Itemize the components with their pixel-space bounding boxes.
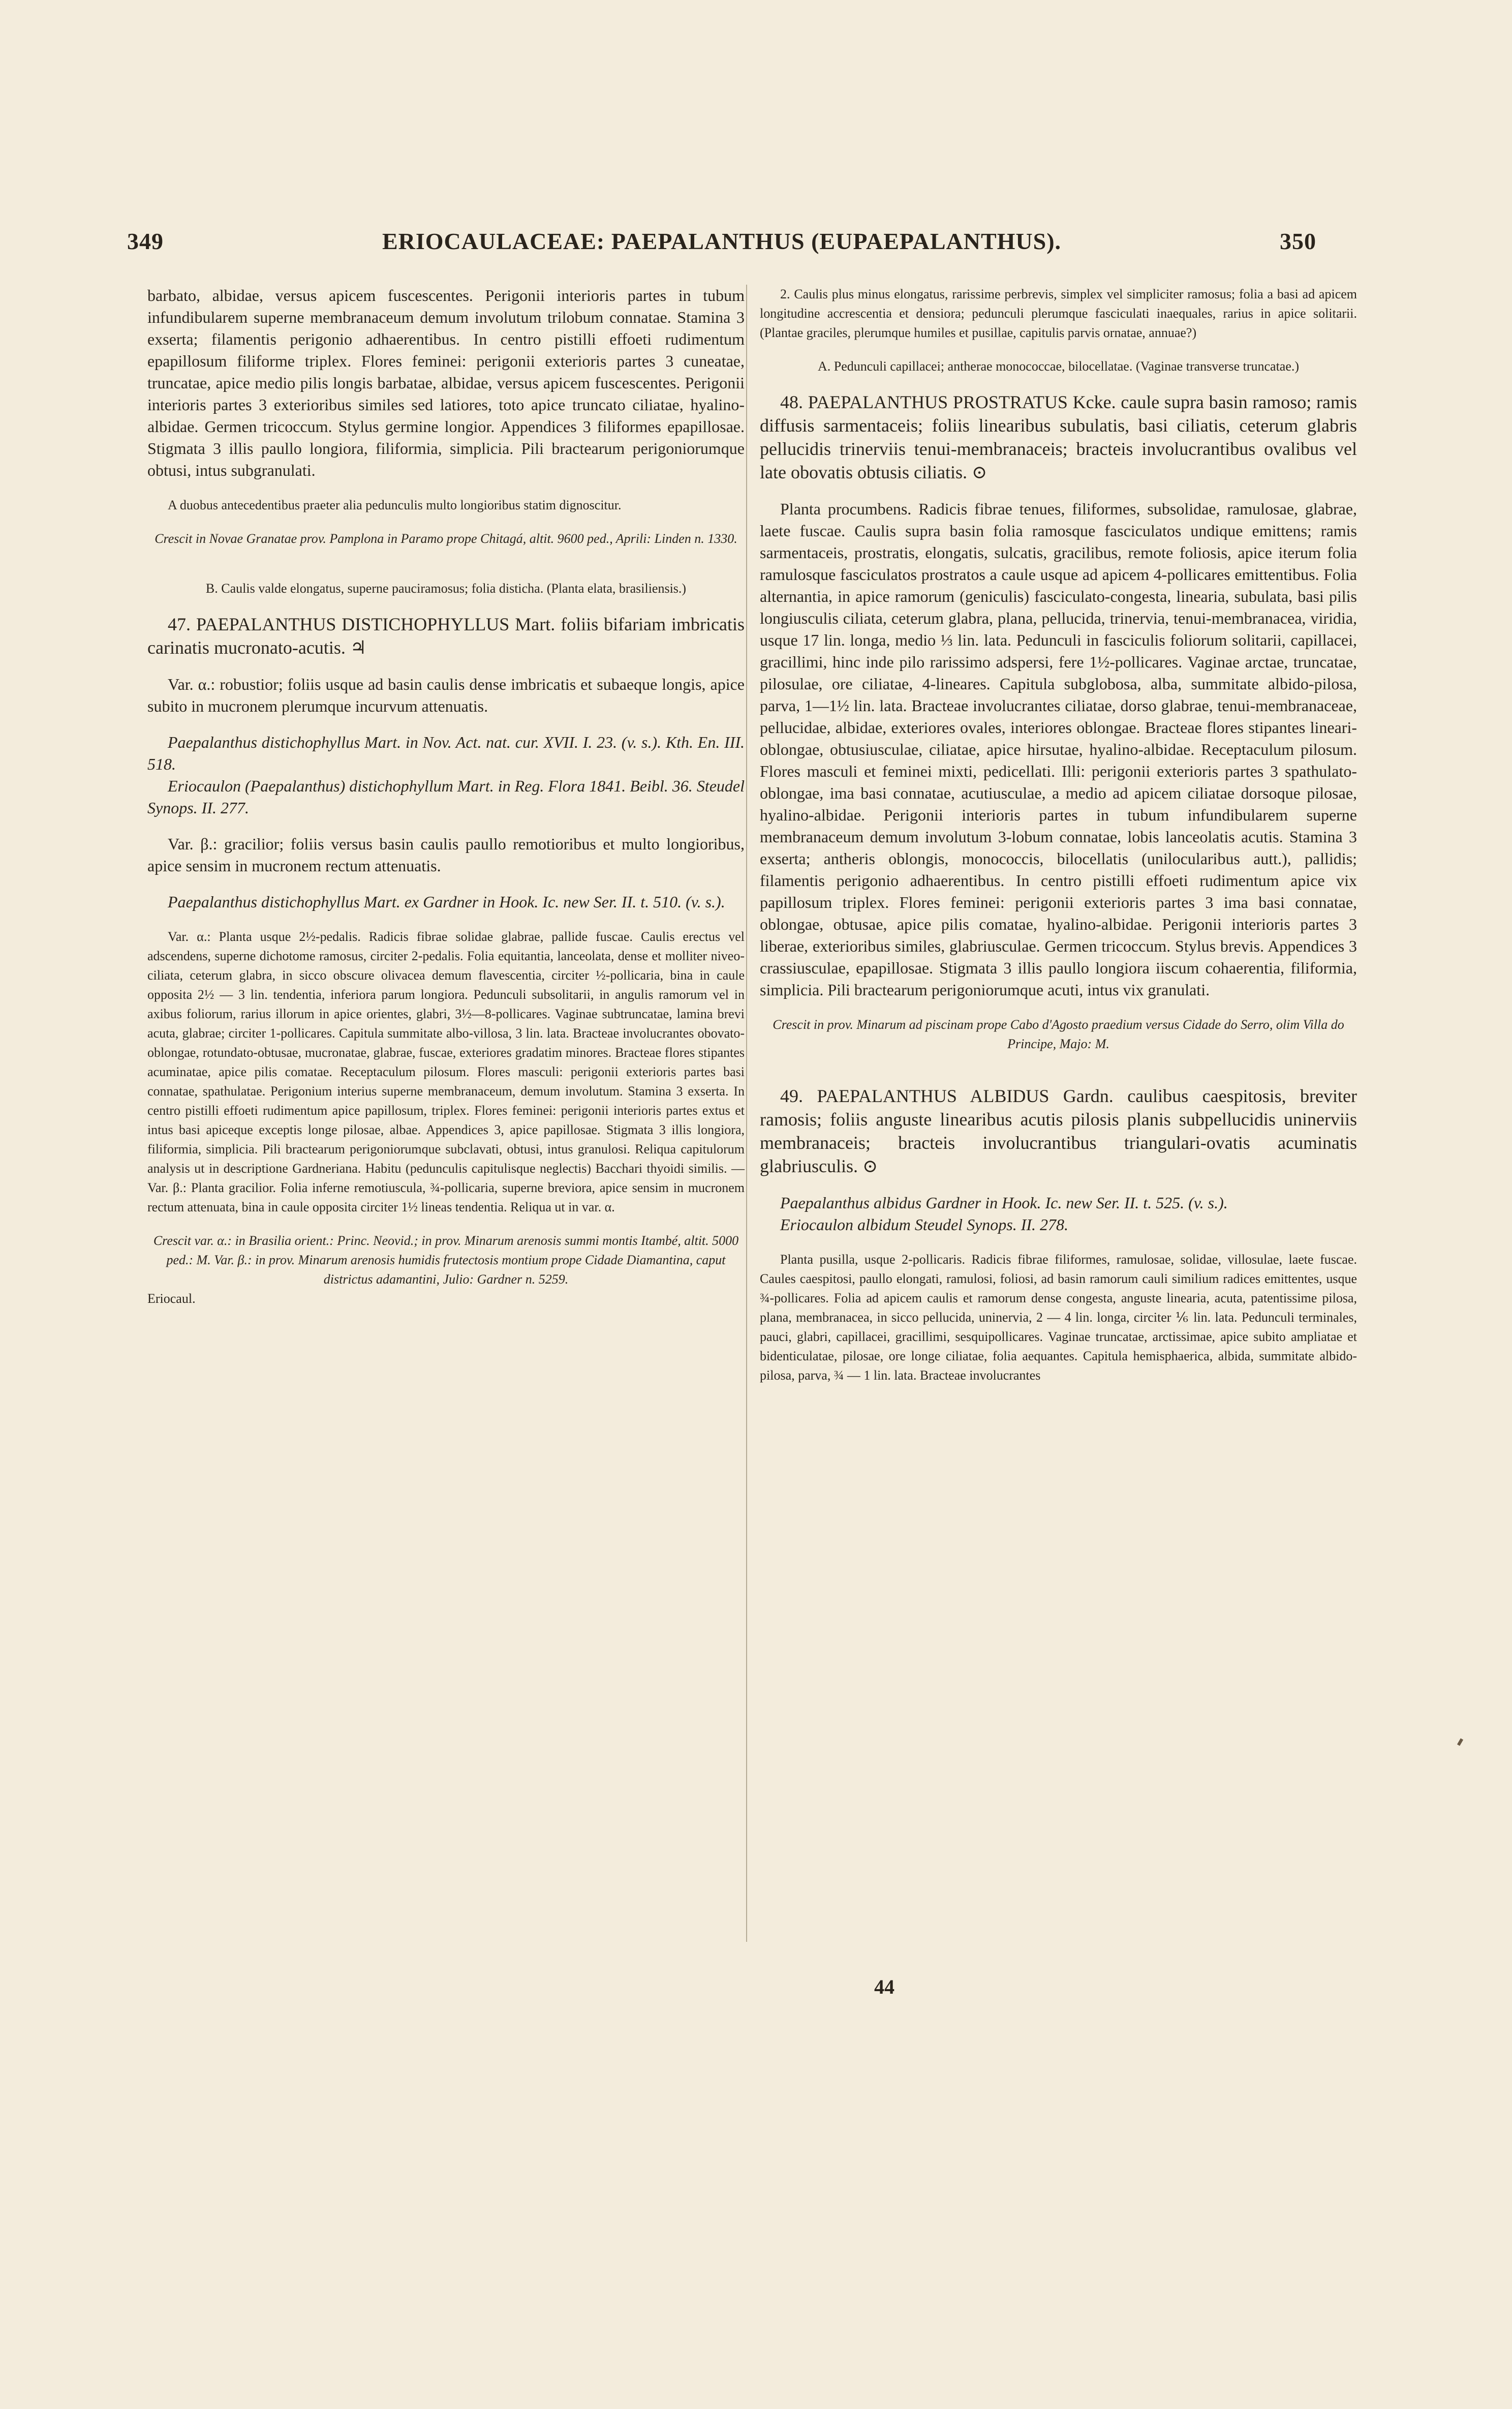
reference: Paepalanthus albidus Gardner in Hook. Ic. new Ser. II. t. 525. (v. s.). xyxy=(780,1194,1228,1212)
section-heading: B. Caulis valde elongatus, superne pauciramosus; folia disticha. (Planta elata, brasiliensis.) xyxy=(205,581,687,596)
paper-mark xyxy=(1457,1738,1463,1746)
running-title: ERIOCAULACEAE: PAEPALANTHUS (EUPAEPALANTHUS). xyxy=(382,228,1062,254)
variety-alpha: Var. α.: robustior; foliis usque ad basin caulis dense imbricatis et subaeque longis, apice subito in mucronem plerumque incurvum attenuatis. xyxy=(147,675,745,715)
signature-mark: 44 xyxy=(874,1975,894,1998)
reference: Eriocaulon (Paepalanthus) distichophyllum Mart. in Reg. Flora 1841. Beibl. 36. Steudel Synops. II. 277. xyxy=(147,777,745,817)
reference: Eriocaulon albidum Steudel Synops. II. 278. xyxy=(780,1215,1069,1234)
description: Planta pusilla, usque 2-pollicaris. Radicis fibrae filiformes, ramulosae, solidae, villosulae, laete fuscae. Caules caespitosi, paullo elongati, ramulosi, foliosi, ad basin ramorum cauli similium radices emittentes, usque ¾-pollicares. Folia ad apicem caulis et ramorum dense congesta, anguste linearia, acuta, patentissime pilosa, plana, membranacea, in sicco pellucida, uninervia, 2 — 4 lin. longa, circiter ⅙ lin. lata. Pedunculi terminales, pauci, glabri, capillacei, gracillimi, sesquipollicares. Vaginae truncatae, arctissimae, apice subito ampliatae et bidenticulatae, pilosae, ore longe ciliatae, folia aequantes. Capitula hemisphaerica, albida, summitate albido-pilosa, parva, ¾ — 1 lin. lata. Bracteae involucrantes xyxy=(760,1252,1357,1383)
species-heading: 48. PAEPALANTHUS PROSTRATUS Kcke. caule supra basin ramoso; ramis diffusis sarmentaceis; foliis linearibus subulatis, basi ciliatis, ceterum glabris pellucidis trinerviis tenui-membranaceis; bracteis involucrantibus ovalibus vel late obovatis obtusis ciliatis. ⊙ xyxy=(760,392,1357,482)
key-item: A. Pedunculi capillacei; antherae monococcae, bilocellatae. (Vaginae transverse truncatae.) xyxy=(817,359,1300,374)
catchword: Eriocaul. xyxy=(147,1291,196,1306)
diagnostic-note: A duobus antecedentibus praeter alia pedunculis multo longioribus statim dignoscitur. xyxy=(168,498,622,512)
locality-note: Crescit in prov. Minarum ad piscinam prope Cabo d'Agosto praedium versus Cidade do Serro, olim Villa do Principe, Majo: M. xyxy=(773,1017,1344,1051)
locality-note: Crescit in Novae Granatae prov. Pamplona in Paramo prope Chitagá, altit. 9600 ped., Aprili: Linden n. 1330. xyxy=(155,531,737,546)
key-item: 2. Caulis plus minus elongatus, rarissime perbrevis, simplex vel simpliciter ramosus; folia a basi ad apicem longitudine accrescentia et densiora; pedunculi plerumque fasciculati inaequales, rarius in apice solitarii. (Plantae graciles, plerumque humiles et pusillae, capitulis parvis ornatae, annuae?) xyxy=(760,287,1357,340)
left-column xyxy=(147,285,745,1308)
variety-beta: Var. β.: gracilior; foliis versus basin caulis paullo remotioribus et multo longioribus, apice sensim in mucronem rectum attenuatis. xyxy=(147,835,745,875)
reference: Paepalanthus distichophyllus Mart. in Nov. Act. nat. cur. XVII. I. 23. (v. s.). Kth. En. III. 518. xyxy=(147,733,745,773)
paragraph: barbato, albidae, versus apicem fuscescentes. Perigonii interioris partes in tubum infundibularem superne membranaceum demum involutum trilobum connatae. Stamina 3 exserta; filamentis perigonio adhaerentibus. In centro pistilli effoeti rudimentum epapillosum filiforme triplex. Flores feminei: perigonii exterioris partes 3 cuneatae, truncatae, apice medio pilis longis barbatae, albidae, versus apicem fuscescentes. Perigonii interioris partes 3 exterioribus similes sed latiores, toto apice truncato ciliatae, hyalino-albidae. Germen tricoccum. Stylus germine longior. Appendices 3 filiformes epapillosae. Stigmata 3 illis paullo longiora, filiformia, simplicia. Pili bractearum perigoniorumque obtusi, intus subgranulati. xyxy=(147,286,745,479)
page-number-left: 349 xyxy=(127,228,164,254)
column-divider xyxy=(746,285,747,1942)
locality-note: Crescit var. α.: in Brasilia orient.: Princ. Neovid.; in prov. Minarum arenosis summi montis Itambé, altit. 5000 ped.: M. Var. β.: in prov. Minarum arenosis humidis frutectosis montium prope Cidade Diamantina, caput districtus adamantini, Julio: Gardner n. 5259. xyxy=(153,1233,739,1287)
page-header xyxy=(127,224,1316,264)
species-heading: 49. PAEPALANTHUS ALBIDUS Gardn. caulibus caespitosis, breviter ramosis; foliis anguste linearibus acutis pilosis planis subpellucidis uninerviis membranaceis; bracteis involucrantibus triangulari-ovatis acuminatis glabriusculis. ⊙ xyxy=(760,1086,1357,1176)
description: Planta procumbens. Radicis fibrae tenues, filiformes, subsolidae, ramulosae, glabrae, laete fuscae. Caulis supra basin folia ramosque fasciculatos undique emittens; ramis sarmentaceis, prostratis, elongatis, sulcatis, gracilibus, remote foliosis, apice iterum folia ramulosque fasciculatos prostratos a caule usque ad apicem 4-pollicares emittentibus. Folia alternantia, in apice ramorum (geniculis) fasciculato-congesta, linearia, subulata, basi pilis longiusculis ciliata, ceterum glabra, plana, pellucida, trinervia, tenui-membranacea, viridia, usque 17 lin. longa, medio ⅓ lin. lata. Pedunculi in fasciculis foliorum solitarii, capillacei, gracillimi, hinc inde pilo rarissimo adspersi, fere 1½-pollicares. Vaginae arctae, truncatae, pilosulae, ore ciliatae, 4-lineares. Capitula subglobosa, alba, summitate albido-pilosa, parva, 1—1½ lin. lata. Bracteae involucrantes ciliatae, dorso glabrae, tenui-membranaceae, pellucidae, albidae, exteriores ovales, interiores oblongae. Bracteae flores stipantes lineari-oblongae, obtusiusculae, ciliatae, apice hirsutae, hyalino-albidae. Receptaculum pilosum. Flores masculi et feminei mixti, pedicellati. Illi: perigonii exterioris partes 3 spathulato-oblongae, ima basi connatae, acutiusculae, a medio ad apicem ciliatae dorsoque pilosae, hyalino-albidae. Perigonii interioris partes in tubum infundibularem superne membranaceum demum involutum 3-lobum connatae, lobis lanceolatis acutis. Stamina 3 exserta; antheris oblongis, monococcis, bilocellatis (unilocularibus autt.), pallidis; filamentis perigonio adhaerentibus. In centro pistilli effoeti rudimentum apice vix papillosum triplex. Flores feminei: perigonii exterioris partes 3 ima basi connatae, oblongae, obtusae, apice pilis comatae, hyalino-albidae. Perigonii interioris partes 3 liberae, exterioribus similes, glabriusculae. Germen tricoccum. Stylus brevis. Appendices 3 crassiusculae, epapillosae. Stigmata 3 illis paullo longiora iiscum cohaerentia, filiformia, simplicia. Pili bractearum perigoniorumque acuti, intus vix granulati. xyxy=(760,500,1357,999)
species-heading: 47. PAEPALANTHUS DISTICHOPHYLLUS Mart. foliis bifariam imbricatis carinatis mucronato-acutis. ♃ xyxy=(147,614,745,658)
description: Var. α.: Planta usque 2½-pedalis. Radicis fibrae solidae glabrae, pallide fuscae. Caulis erectus vel adscendens, superne dichotome ramosus, circiter 2-pedalis. Folia equitantia, lanceolata, dense et molliter niveo-ciliata, ceterum glabra, in sicco obscure olivacea demum flavescentia, circiter ½-pollicaria, bina in caule opposita 2½ — 3 lin. tendentia, inferiora parum longiora. Pedunculi subsolitarii, in angulis ramorum vel in axibus foliorum, rarius illorum in apice orientes, glabri, 3½—8-pollicares. Vaginae subtruncatae, lamina brevi acuta, glabrae; circiter 1-pollicares. Capitula summitate albo-villosa, 3 lin. lata. Bracteae involucrantes obovato-oblongae, rotundato-obtusae, mucronatae, glabrae, fuscae, exteriores gradatim minores. Bracteae flores stipantes acuminatae, apice pilis comatae. Receptaculum pilosum. Flores masculi: perigonii exterioris partes basi connatae, spathulatae. Perigonium interius superne membranaceum, demum involutum. Stamina 3 exserta. In centro pistilli effoeti rudimentum apice papillosum, triplex. Flores feminei: perigonii interioris partes extus et intus basi apiceque exceptis longe pilosae, albae. Appendices 3, apice papillosae. Stigmata 3 illis longiora, filiformia, simplicia. Pili bractearum perigoniorumque subclavati, obtusi, intus granulosi. Reliqua capitulorum analysis ut in descriptione Gardneriana. Habitu (pedunculis capitulisque neglectis) Bacchari thyoidi similis. — Var. β.: Planta gracilior. Folia inferne remotiuscula, ¾-pollicaria, superne breviora, apice sensim in mucronem rectum attenuata, bina in caule opposita circiter 1½ lineas tendentia. Reliqua ut in var. α. xyxy=(147,929,745,1214)
page-number-right: 350 xyxy=(1280,228,1316,254)
reference: Paepalanthus distichophyllus Mart. ex Gardner in Hook. Ic. new Ser. II. t. 510. (v. s.). xyxy=(168,893,725,911)
right-column xyxy=(760,285,1357,1385)
